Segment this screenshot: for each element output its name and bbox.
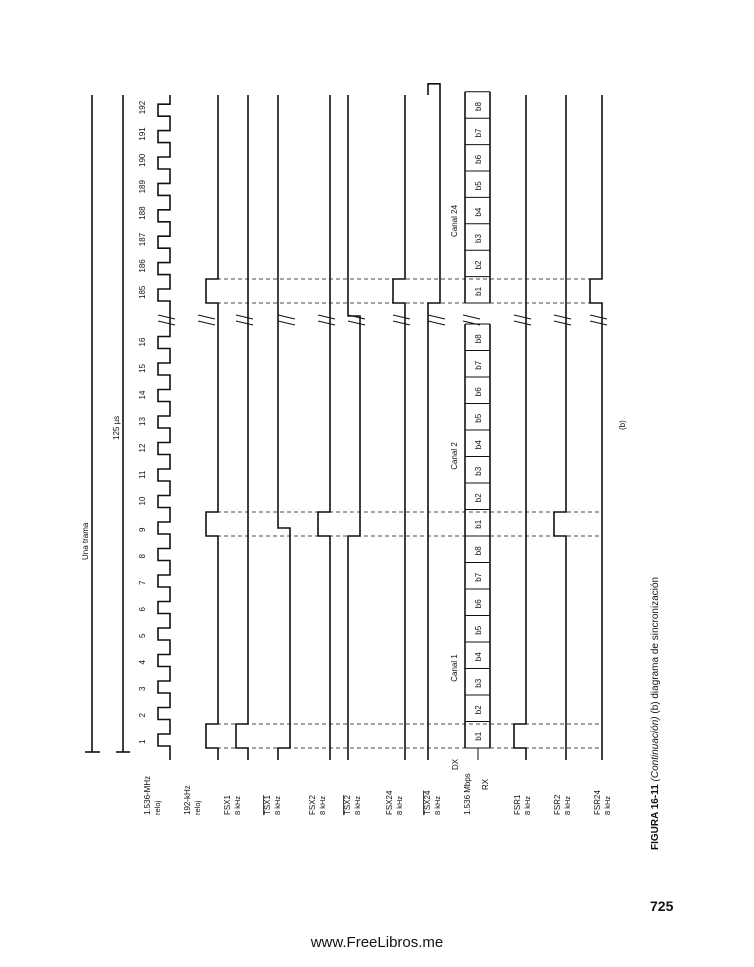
bit-label: b4 — [474, 652, 483, 662]
signal-sublabel: 8 kHz — [563, 795, 572, 815]
signal-sublabel: 8 kHz — [233, 795, 242, 815]
clock-number: 185 — [138, 285, 147, 299]
break-mark — [514, 315, 531, 319]
rx-label: RX — [481, 778, 490, 790]
break-mark — [278, 321, 295, 325]
break-mark — [318, 321, 335, 325]
bit-label: b6 — [474, 387, 483, 397]
signal-sublabel: reloj — [153, 800, 162, 815]
signal-label: 192-kHz — [183, 785, 192, 815]
signal-label: 1.536 Mbps — [463, 773, 472, 815]
period-label: 125 µs — [112, 415, 121, 440]
fsx2-waveform — [318, 95, 330, 760]
clock-number: 7 — [138, 580, 147, 585]
break-mark — [236, 315, 253, 319]
bit-label: b7 — [474, 128, 483, 138]
tsx1-waveform — [278, 95, 290, 760]
clock-number: 9 — [138, 527, 147, 532]
bit-label: b2 — [474, 260, 483, 270]
break-mark — [428, 321, 445, 325]
clock-number: 4 — [138, 660, 147, 665]
clock-number: 15 — [138, 364, 147, 373]
bit-label: b3 — [474, 234, 483, 243]
channel-label: Canal 1 — [450, 654, 459, 682]
clock-number: 14 — [138, 390, 147, 400]
bit-label: b2 — [474, 493, 483, 503]
clock-number: 2 — [138, 713, 147, 718]
signal-sublabel: 8 kHz — [318, 795, 327, 815]
clock-number: 16 — [138, 337, 147, 347]
signal-sublabel: 8 kHz — [603, 795, 612, 815]
channel-label: Canal 2 — [450, 442, 459, 470]
bit-label: b6 — [474, 599, 483, 609]
bit-label: b5 — [474, 181, 483, 191]
bit-label: b5 — [474, 413, 483, 423]
bit-label: b1 — [474, 286, 483, 296]
clock-number: 13 — [138, 417, 147, 426]
tsx2-waveform — [348, 95, 360, 760]
break-mark — [318, 315, 335, 319]
clock-number: 187 — [138, 232, 147, 247]
clock-number: 188 — [138, 206, 147, 220]
clock-number: 190 — [138, 153, 147, 167]
fsx1-waveform — [236, 95, 248, 760]
signal-label: FSR1 — [513, 794, 522, 815]
clock-number: 189 — [138, 180, 147, 194]
fsr1-waveform — [514, 95, 526, 760]
signal-label: TSX2 — [343, 794, 352, 815]
break-mark — [590, 315, 607, 319]
channel-label: Canal 24 — [450, 204, 459, 237]
clock-number: 12 — [138, 443, 147, 453]
break-mark — [158, 321, 175, 325]
signal-label: FSR2 — [553, 794, 562, 815]
break-mark — [590, 321, 607, 325]
clock-number: 191 — [138, 127, 147, 141]
break-mark — [393, 321, 410, 325]
signal-sublabel: 8 kHz — [273, 795, 282, 815]
signal-label: FSX2 — [308, 794, 317, 815]
clock-number: 5 — [138, 633, 147, 638]
bit-label: b8 — [474, 102, 483, 111]
break-mark — [236, 321, 253, 325]
break-mark — [348, 321, 365, 325]
break-mark — [428, 315, 445, 319]
clock-number: 3 — [138, 686, 147, 691]
clock-number: 192 — [138, 100, 147, 115]
clock-number: 186 — [138, 259, 147, 273]
bit-label: b8 — [474, 334, 483, 344]
break-mark — [198, 321, 215, 325]
bit-label: b4 — [474, 440, 483, 450]
signal-label: FSX24 — [385, 790, 394, 815]
signal-label: FSR24 — [593, 790, 602, 815]
signal-label: 1.536-MHz — [143, 775, 152, 815]
bit-label: b3 — [474, 466, 483, 476]
signal-label: TSX1 — [263, 794, 272, 815]
signal-sublabel: 8 kHz — [395, 795, 404, 815]
clock-number: 11 — [138, 470, 147, 479]
break-mark — [554, 321, 571, 325]
clock-1536-waveform — [158, 95, 170, 760]
fsx24-waveform — [393, 95, 405, 760]
footer-url: www.FreeLibros.me — [310, 934, 444, 951]
signal-label: TSX24 — [423, 790, 432, 815]
bit-label: b3 — [474, 678, 483, 688]
clock-number: 1 — [138, 739, 147, 744]
tsx24-waveform — [428, 84, 440, 760]
bit-label: b2 — [474, 705, 483, 715]
bit-label: b7 — [474, 572, 483, 582]
signal-sublabel: 8 kHz — [523, 795, 532, 815]
break-mark — [554, 315, 571, 319]
clock-number: 6 — [138, 607, 147, 612]
dx-label: DX — [451, 758, 460, 770]
bit-label: b4 — [474, 207, 483, 217]
subfigure-label: (b) — [618, 420, 627, 430]
bit-label: b6 — [474, 154, 483, 164]
bit-label: b1 — [474, 731, 483, 741]
signal-sublabel: 8 kHz — [353, 795, 362, 815]
bit-label: b7 — [474, 360, 483, 370]
fsr24-waveform — [590, 95, 602, 760]
break-mark — [393, 315, 410, 319]
clock-number: 10 — [138, 496, 147, 506]
break-mark — [158, 315, 175, 319]
rotated-diagram — [81, 84, 661, 850]
frame-label: Una trama — [81, 522, 90, 560]
clock-192-waveform — [206, 95, 218, 760]
break-mark — [463, 315, 480, 319]
page-number: 725 — [650, 898, 674, 914]
break-mark — [198, 315, 215, 319]
signal-sublabel: reloj — [193, 800, 202, 815]
bit-label: b5 — [474, 625, 483, 635]
signal-label: FSX1 — [223, 794, 232, 815]
signal-sublabel: 8 kHz — [433, 795, 442, 815]
break-mark — [278, 315, 295, 319]
bit-label: b1 — [474, 519, 483, 529]
clock-number: 8 — [138, 554, 147, 559]
break-mark — [514, 321, 531, 325]
bit-label: b8 — [474, 546, 483, 556]
figure-caption: FIGURA 16-11 (Continuación) (b) diagrama de sincronización — [650, 576, 661, 850]
fsr2-waveform — [554, 95, 566, 760]
